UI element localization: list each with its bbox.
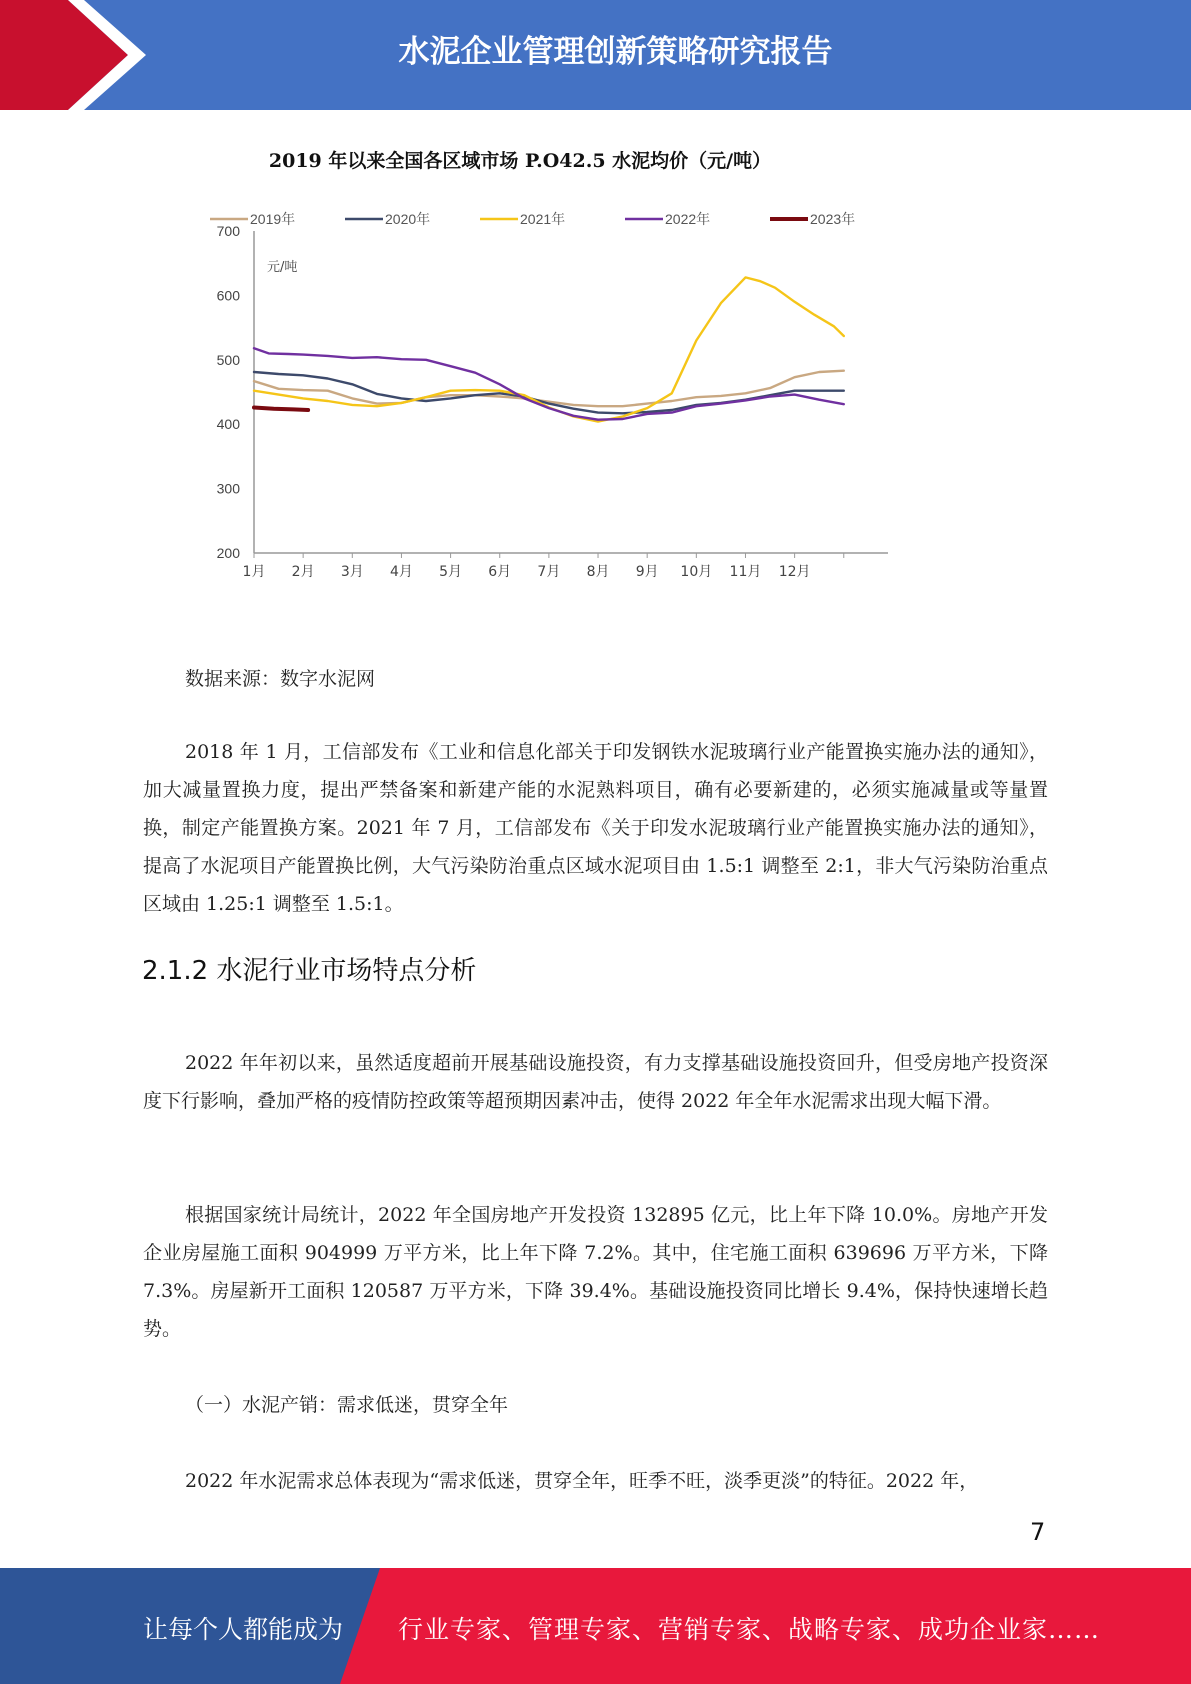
x-tick-label: 9月 (635, 564, 659, 580)
legend-label: 2020年 (385, 211, 431, 227)
x-tick-label: 10月 (680, 564, 713, 580)
paragraph-policy: 2018 年 1 月，工信部发布《工业和信息化部关于印发钢铁水泥玻璃行业产能置换实施办法的通知》，加大减量置换力度，提出严禁备案和新建产能的水泥熟料项目，确有必要新建的，必须实施减量或等量置换，制定产能置换方案。2021 年 7 月，工信部发布《关于印发水泥玻璃行业产能置换实施办法的通知》，提高了水泥项目产能置换比例，大气污染防治重点区域水泥项目由 1.5:1 调整至 2:1，非大气污染防治重点区域由 1.25:1 调整至 1.5:1。 (143, 741, 1048, 915)
paragraph-statistics: 根据国家统计局统计，2022 年全国房地产开发投资 132895 亿元，比上年下降 10.0%。房地产开发企业房屋施工面积 904999 万平方米，比上年下降 7.2%。其中，住宅施工面积 639696 万平方米，下降 7.3%。房屋新开工面积 120587 万平方米，下降 39.4%。基础设施投资同比增长 9.4%，保持快速增长趋势。 (143, 1204, 1048, 1340)
y-tick-label: 600 (216, 287, 240, 304)
section-heading: 2.1.2 水泥行业市场特点分析 (142, 956, 477, 986)
x-tick-label: 11月 (729, 564, 762, 580)
x-tick-label: 8月 (586, 564, 610, 580)
chart-canvas (200, 140, 900, 600)
y-tick-label: 500 (216, 351, 240, 368)
series-line-2022年 (254, 348, 844, 420)
x-tick-label: 6月 (488, 564, 512, 580)
footer-slogan-right: 行业专家、管理专家、营销专家、战略专家、成功企业家…… (398, 1615, 1101, 1644)
report-title: 水泥企业管理创新策略研究报告 (398, 34, 833, 70)
price-chart (200, 140, 900, 600)
x-tick-label: 12月 (778, 564, 811, 580)
y-tick-label: 300 (216, 480, 240, 497)
paragraph-cement-demand: 2022 年水泥需求总体表现为“需求低迷，贯穿全年，旺季不旺，淡季更淡”的特征。2022 年， (185, 1470, 979, 1492)
y-tick-label: 700 (216, 223, 240, 239)
series-line-2023年 (254, 408, 308, 411)
x-tick-label: 3月 (340, 564, 364, 580)
y-tick-label: 400 (216, 416, 240, 433)
x-tick-label: 5月 (439, 564, 463, 580)
y-tick-label: 200 (216, 545, 240, 561)
legend-label: 2021年 (520, 211, 566, 227)
x-tick-label: 1月 (242, 564, 266, 580)
x-tick-label: 4月 (389, 564, 413, 580)
x-tick-label: 7月 (537, 564, 561, 580)
legend-label: 2023年 (810, 211, 856, 227)
data-source: 数据来源：数字水泥网 (185, 668, 376, 690)
y-unit-label: 元/吨 (267, 260, 298, 275)
paragraph-demand: 2022 年年初以来，虽然适度超前开展基础设施投资，有力支撑基础设施投资回升，但受房地产投资深度下行影响，叠加严格的疫情防控政策等超预期因素冲击，使得 2022 年全年水泥需求出现大幅下滑。 (143, 1052, 1048, 1112)
x-tick-label: 2月 (291, 564, 315, 580)
page-header (0, 0, 1191, 110)
legend-label: 2022年 (665, 211, 711, 227)
legend-label: 2019年 (250, 211, 296, 227)
page-footer (0, 1568, 1191, 1684)
subheading: （一）水泥产销：需求低迷，贯穿全年 (185, 1394, 509, 1416)
footer-slogan-left: 让每个人都能成为 (143, 1615, 344, 1644)
series-line-2019年 (254, 371, 844, 407)
chart-title: 2019 年以来全国各区域市场 P.O42.5 水泥均价（元/吨） (268, 150, 772, 172)
page-number: 7 (1030, 1518, 1046, 1546)
